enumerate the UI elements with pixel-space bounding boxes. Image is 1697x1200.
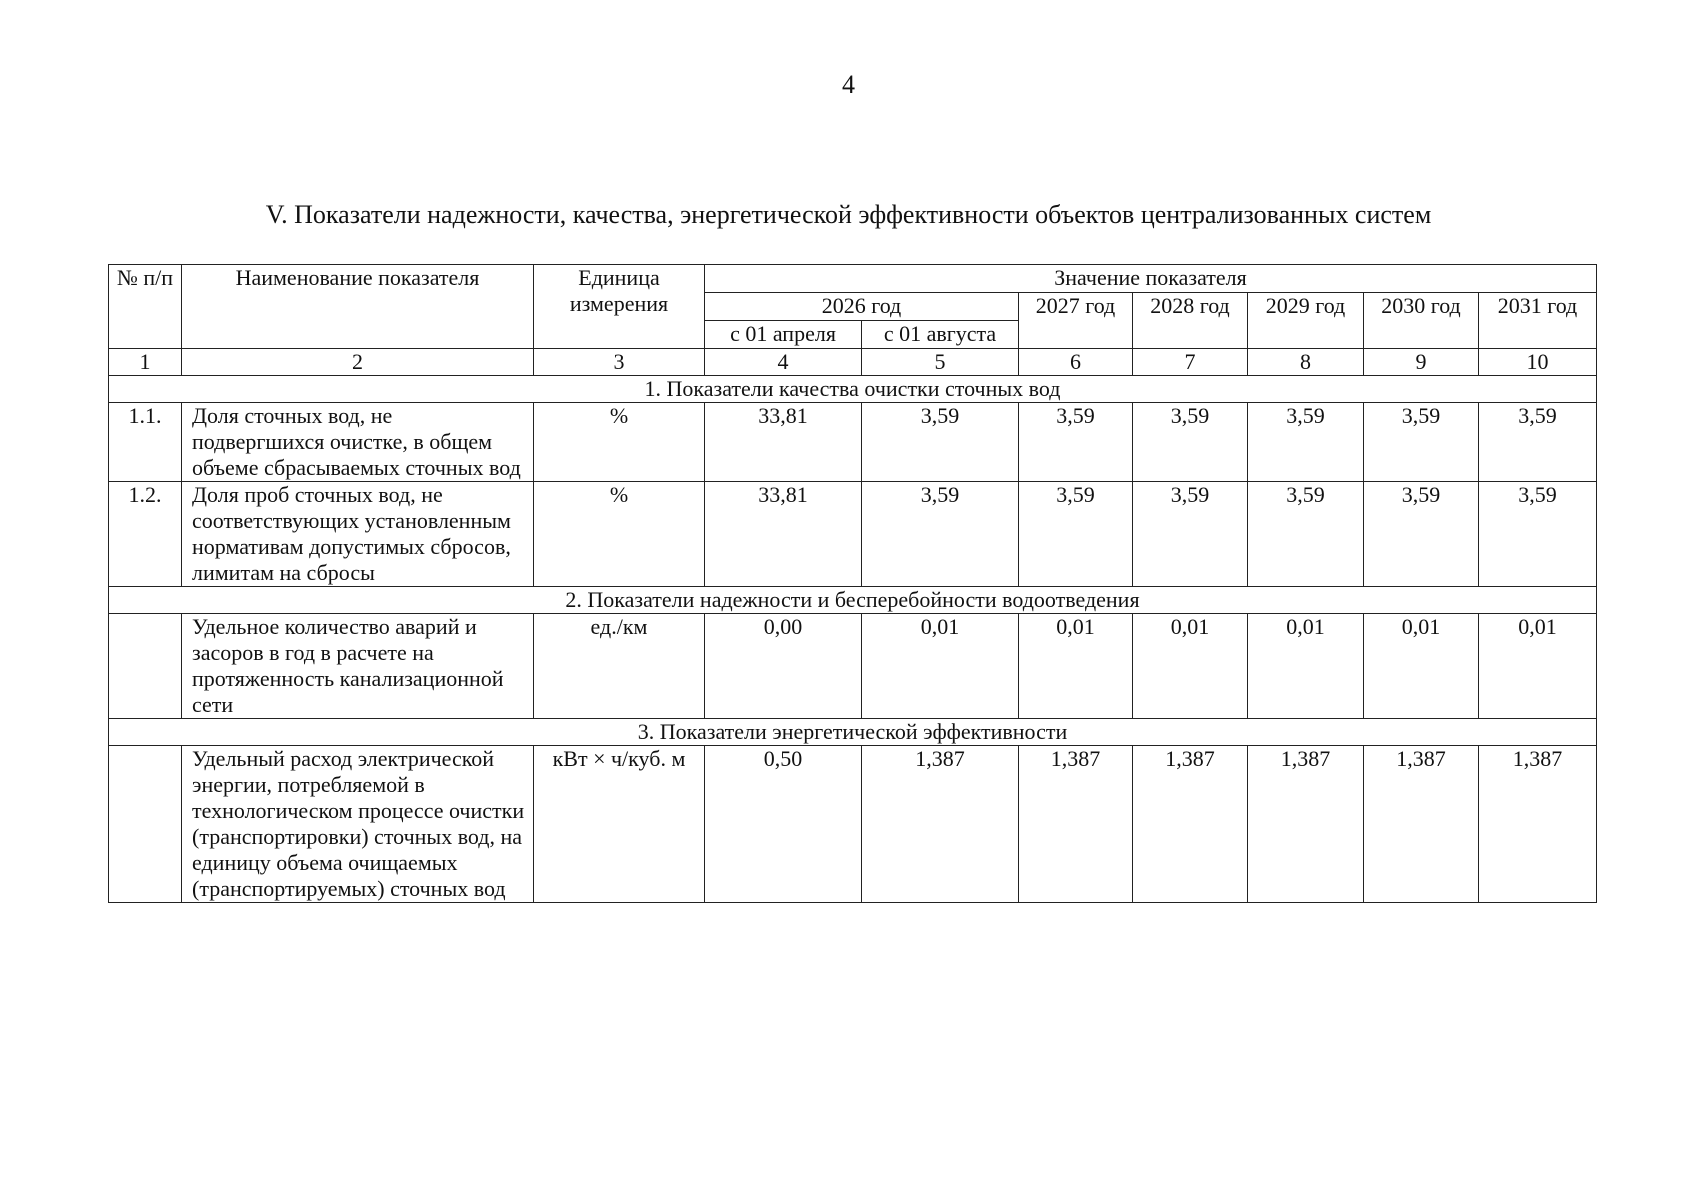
value-cell: 1,387 — [1479, 746, 1597, 903]
value-cell: 3,59 — [862, 403, 1019, 482]
value-cell: 0,50 — [705, 746, 862, 903]
value-cell: 0,01 — [1133, 614, 1248, 719]
section-heading: 1. Показатели качества очистки сточных вод — [109, 376, 1597, 403]
header-year-2031: 2031 год — [1479, 293, 1597, 349]
column-number: 8 — [1248, 349, 1364, 376]
row-number — [109, 746, 182, 903]
value-cell: 0,01 — [862, 614, 1019, 719]
table-row — [109, 614, 1597, 719]
value-cell: 1,387 — [1364, 746, 1479, 903]
indicator-name: Удельное количество аварий и засоров в год в расчете на протяженность канализационной сети — [182, 614, 534, 719]
value-cell: 1,387 — [1248, 746, 1364, 903]
section-heading: 3. Показатели энергетической эффективности — [109, 719, 1597, 746]
header-year-2030: 2030 год — [1364, 293, 1479, 349]
section-title: V. Показатели надежности, качества, энергетической эффективности объектов централизованных систем — [265, 200, 1432, 229]
column-number-row — [109, 349, 1597, 376]
indicators-table — [108, 264, 1597, 903]
row-number: 1.2. — [109, 482, 182, 587]
value-cell: 1,387 — [862, 746, 1019, 903]
header-value: Значение показателя — [705, 265, 1597, 293]
value-cell: 33,81 — [705, 403, 862, 482]
value-cell: 3,59 — [1364, 403, 1479, 482]
row-number: 1.1. — [109, 403, 182, 482]
column-number: 1 — [109, 349, 182, 376]
value-cell: 3,59 — [1248, 403, 1364, 482]
value-cell: 0,01 — [1479, 614, 1597, 719]
header-number: № п/п — [109, 265, 182, 349]
value-cell: 0,01 — [1248, 614, 1364, 719]
column-number: 6 — [1019, 349, 1133, 376]
table-row — [109, 482, 1597, 587]
value-cell: 3,59 — [1133, 403, 1248, 482]
value-cell: 3,59 — [1133, 482, 1248, 587]
header-year-2029: 2029 год — [1248, 293, 1364, 349]
value-cell: 3,59 — [1479, 482, 1597, 587]
value-cell: 33,81 — [705, 482, 862, 587]
column-number: 4 — [705, 349, 862, 376]
header-unit: Единица измерения — [534, 265, 705, 349]
header-year-2028: 2028 год — [1133, 293, 1248, 349]
indicator-name: Доля проб сточных вод, не соответствующих установленным нормативам допустимых сбросов, лимитам на сбросы — [182, 482, 534, 587]
value-cell: 1,387 — [1133, 746, 1248, 903]
unit-cell: % — [534, 403, 705, 482]
value-cell: 0,01 — [1019, 614, 1133, 719]
column-number: 2 — [182, 349, 534, 376]
indicator-name: Доля сточных вод, не подвергшихся очистке, в общем объеме сбрасываемых сточных вод — [182, 403, 534, 482]
column-number: 3 — [534, 349, 705, 376]
header-year-2026: 2026 год — [705, 293, 1019, 321]
header-year-2027: 2027 год — [1019, 293, 1133, 349]
column-number: 5 — [862, 349, 1019, 376]
table-row — [109, 403, 1597, 482]
value-cell: 3,59 — [1019, 403, 1133, 482]
value-cell: 3,59 — [1364, 482, 1479, 587]
unit-cell: % — [534, 482, 705, 587]
column-number: 9 — [1364, 349, 1479, 376]
value-cell: 3,59 — [1019, 482, 1133, 587]
header-name: Наименование показателя — [182, 265, 534, 349]
value-cell: 0,00 — [705, 614, 862, 719]
header-from-august: с 01 августа — [862, 321, 1019, 349]
value-cell: 0,01 — [1364, 614, 1479, 719]
unit-cell: ед./км — [534, 614, 705, 719]
unit-cell: кВт × ч/куб. м — [534, 746, 705, 903]
value-cell: 3,59 — [1479, 403, 1597, 482]
table-row — [109, 746, 1597, 903]
indicator-name: Удельный расход электрической энергии, потребляемой в технологическом процессе очистки (транспортировки) сточных вод, на единицу объема очищаемых (транспортируемых) сточных вод — [182, 746, 534, 903]
page-number: 4 — [842, 70, 855, 99]
row-number — [109, 614, 182, 719]
value-cell: 3,59 — [1248, 482, 1364, 587]
column-number: 10 — [1479, 349, 1597, 376]
value-cell: 1,387 — [1019, 746, 1133, 903]
column-number: 7 — [1133, 349, 1248, 376]
section-heading: 2. Показатели надежности и бесперебойности водоотведения — [109, 587, 1597, 614]
header-from-april: с 01 апреля — [705, 321, 862, 349]
value-cell: 3,59 — [862, 482, 1019, 587]
